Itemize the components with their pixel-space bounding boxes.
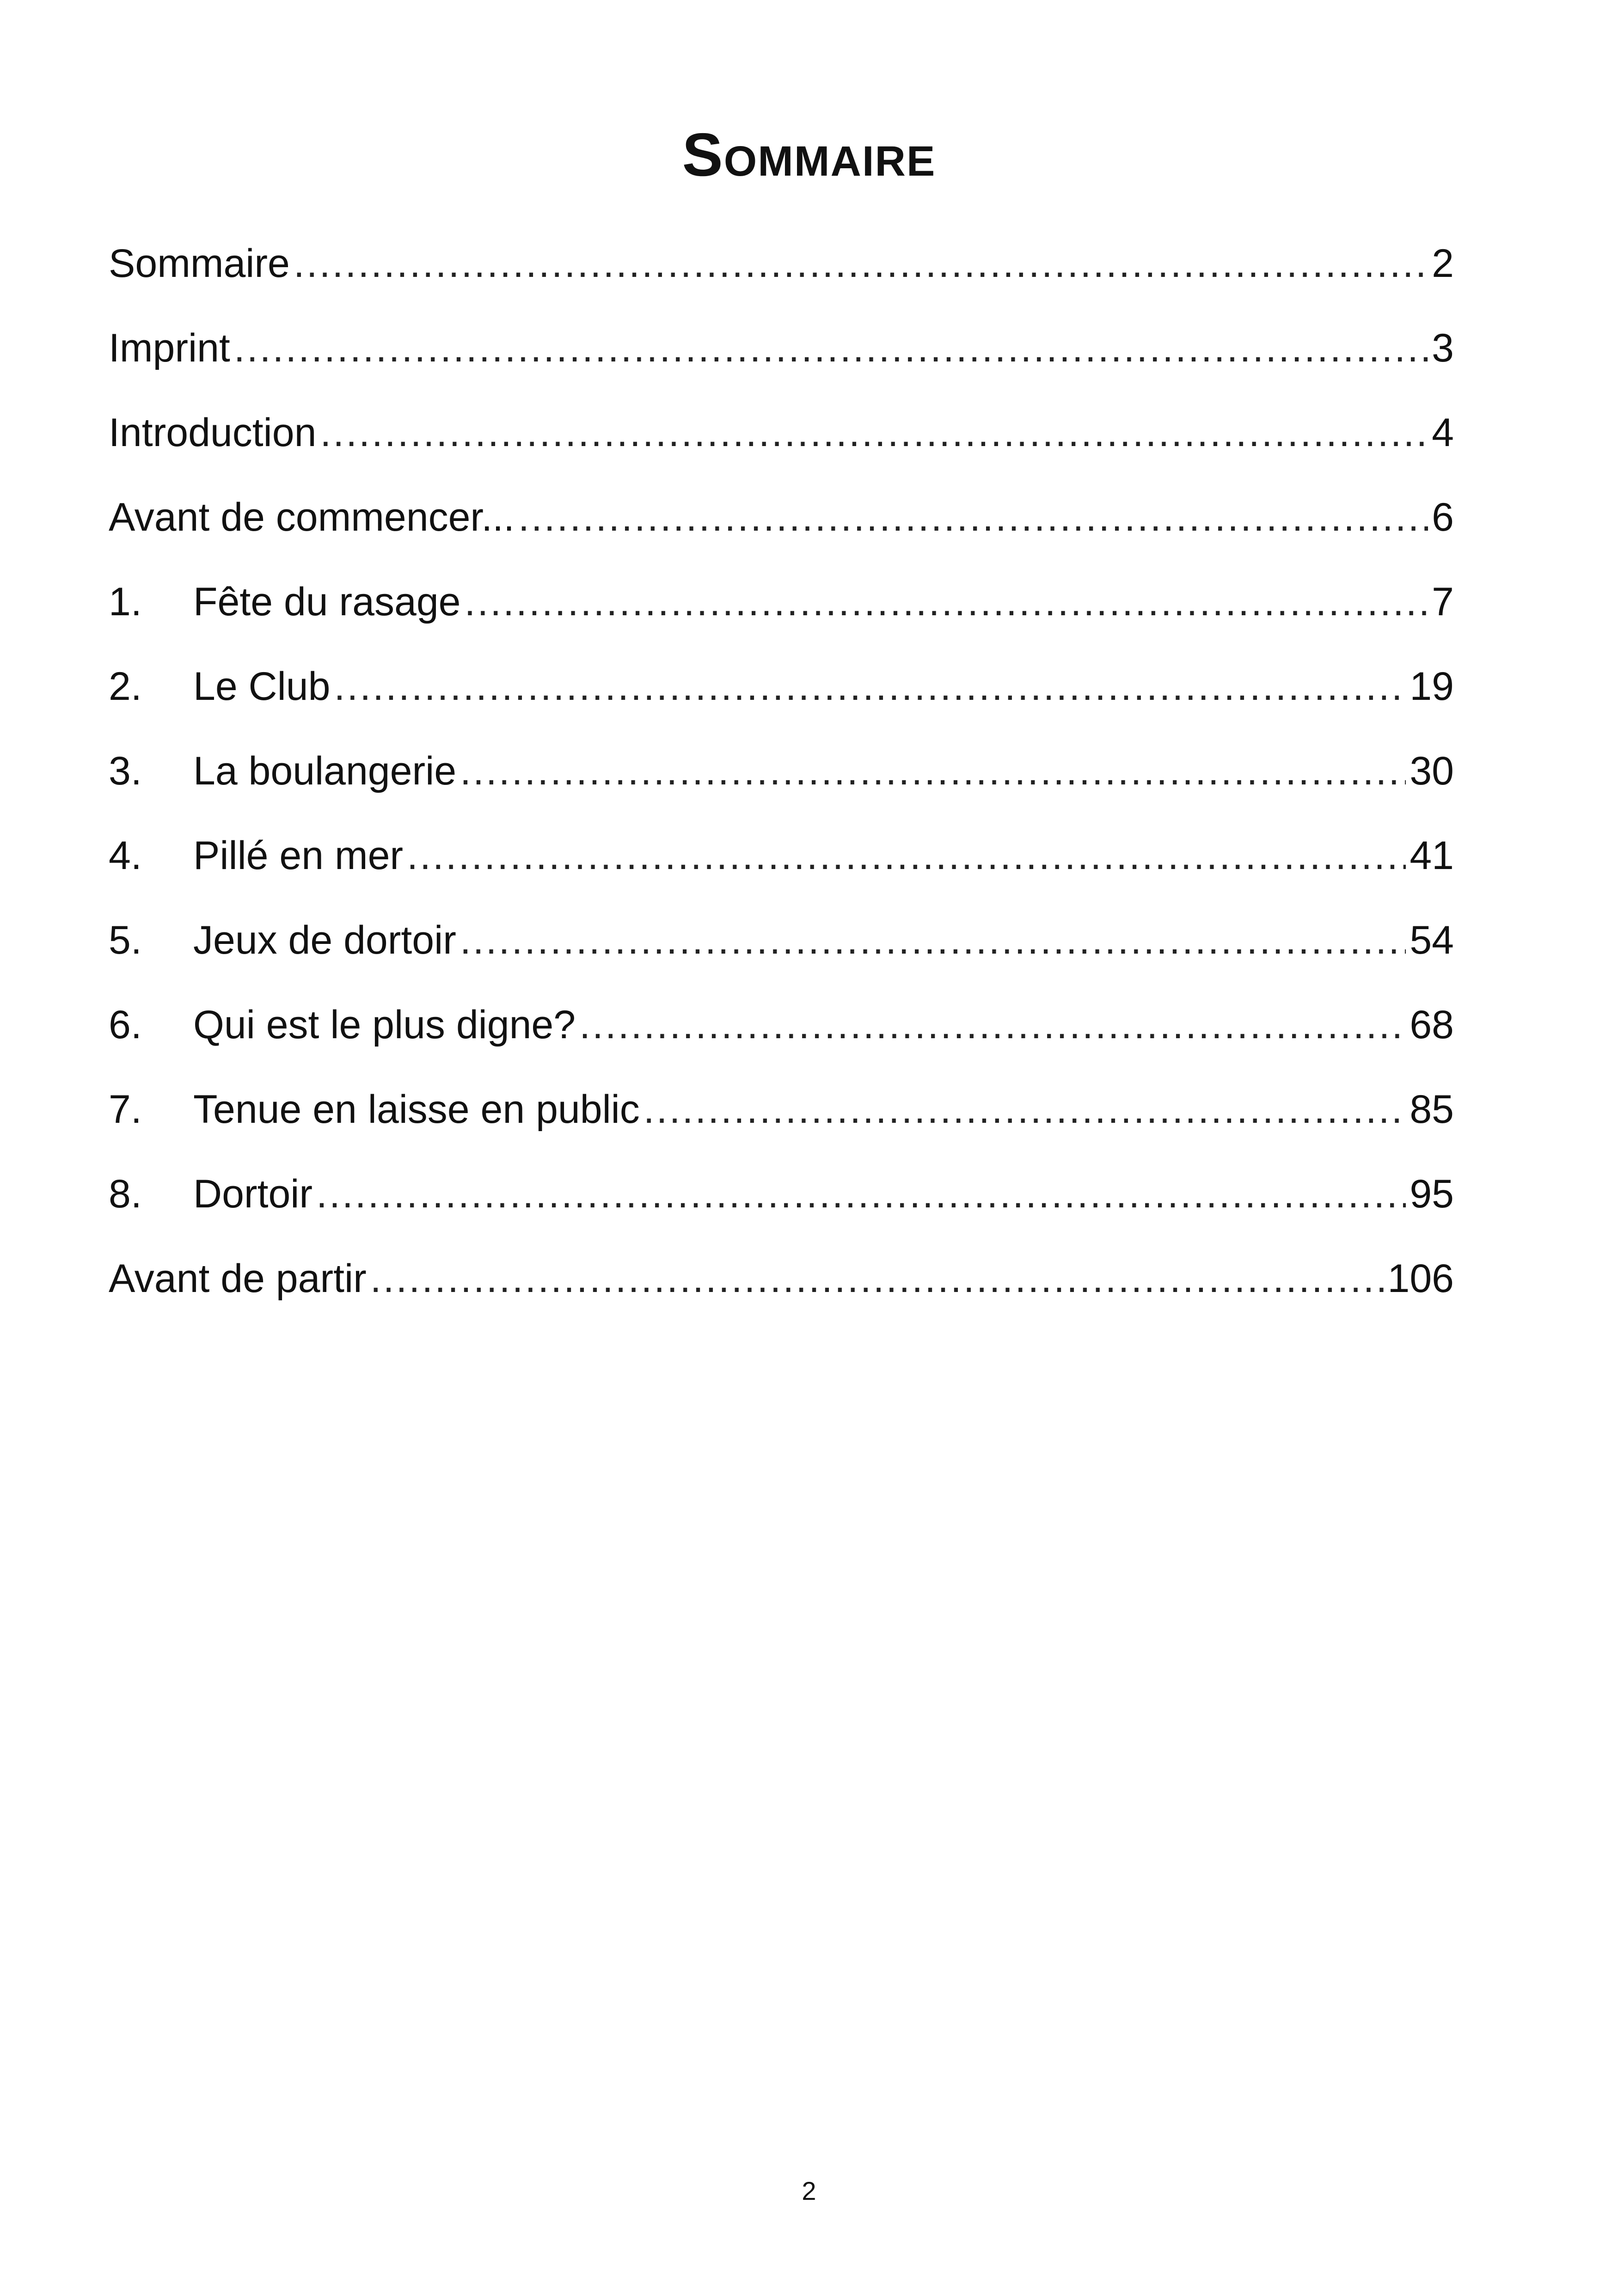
toc-entry-avant-de-partir[interactable]: [109, 1249, 1454, 1333]
toc-entry-number: 7.: [109, 1087, 142, 1132]
toc-entry-imprint[interactable]: [109, 318, 1454, 403]
toc-entry-chapter-2[interactable]: [109, 656, 1454, 741]
dot-leader: [234, 318, 1428, 378]
toc-entry-chapter-3[interactable]: [109, 741, 1454, 826]
page-number: 2: [802, 2176, 816, 2205]
toc-entry-label: Sommaire: [109, 241, 290, 286]
dot-leader: [579, 995, 1406, 1055]
dot-leader: [518, 487, 1428, 547]
dot-leader: [370, 1249, 1384, 1309]
toc-entry-label: Pillé en mer: [193, 833, 404, 878]
table-of-contents: [109, 233, 1454, 1333]
toc-entry-chapter-5[interactable]: [109, 910, 1454, 995]
toc-entry-number: 2.: [109, 664, 142, 709]
toc-entry-label: Qui est le plus digne?: [193, 1003, 576, 1047]
toc-entry-chapter-1[interactable]: [109, 572, 1454, 656]
toc-entry-number: 8.: [109, 1172, 142, 1216]
toc-entry-number: 1.: [109, 580, 142, 624]
dot-leader: [316, 1164, 1406, 1224]
dot-leader: [294, 233, 1428, 294]
dot-leader: [407, 826, 1406, 886]
toc-entry-label: Introduction: [109, 410, 317, 455]
toc-entry-label: Le Club: [193, 664, 331, 709]
toc-entry-label: Fête du rasage: [193, 580, 461, 624]
toc-entry-number: 3.: [109, 749, 142, 793]
toc-entry-page: 85: [1410, 1087, 1454, 1132]
dot-leader: [334, 656, 1406, 716]
toc-entry-label: Tenue en laisse en public: [193, 1087, 640, 1132]
toc-entry-page: 2: [1432, 241, 1454, 286]
toc-entry-page: 30: [1410, 749, 1454, 793]
toc-entry-label: Imprint: [109, 326, 230, 370]
dot-leader: [460, 741, 1406, 801]
toc-entry-label: Dortoir: [193, 1172, 313, 1216]
toc-entry-chapter-4[interactable]: [109, 826, 1454, 910]
toc-entry-page: 7: [1432, 580, 1454, 624]
toc-entry-number: 6.: [109, 1003, 142, 1047]
toc-entry-introduction[interactable]: [109, 403, 1454, 487]
dot-leader: [320, 403, 1428, 463]
toc-entry-page: 68: [1410, 1003, 1454, 1047]
toc-entry-number: 4.: [109, 833, 142, 878]
toc-entry-chapter-6[interactable]: [109, 995, 1454, 1079]
toc-entry-sommaire[interactable]: [109, 233, 1454, 318]
toc-entry-page: 41: [1410, 833, 1454, 878]
toc-entry-label: La boulangerie: [193, 749, 457, 793]
toc-entry-page: 4: [1432, 410, 1454, 455]
dot-leader: [464, 572, 1428, 632]
toc-entry-page: 3: [1432, 326, 1454, 370]
toc-entry-page: 6: [1432, 495, 1454, 539]
toc-entry-label: Jeux de dortoir: [193, 918, 456, 962]
toc-entry-page: 95: [1410, 1172, 1454, 1216]
page-title: Sommaire: [682, 121, 936, 189]
dot-leader: [644, 1079, 1406, 1139]
toc-entry-chapter-8[interactable]: [109, 1164, 1454, 1249]
toc-entry-label: Avant de commencer...: [109, 495, 515, 539]
toc-entry-page: 106: [1387, 1256, 1454, 1301]
toc-entry-number: 5.: [109, 918, 142, 962]
toc-entry-label: Avant de partir: [109, 1256, 367, 1301]
toc-entry-page: 54: [1410, 918, 1454, 962]
toc-entry-page: 19: [1410, 664, 1454, 709]
dot-leader: [460, 910, 1406, 970]
toc-entry-avant-de-commencer[interactable]: [109, 487, 1454, 572]
toc-entry-chapter-7[interactable]: [109, 1079, 1454, 1164]
